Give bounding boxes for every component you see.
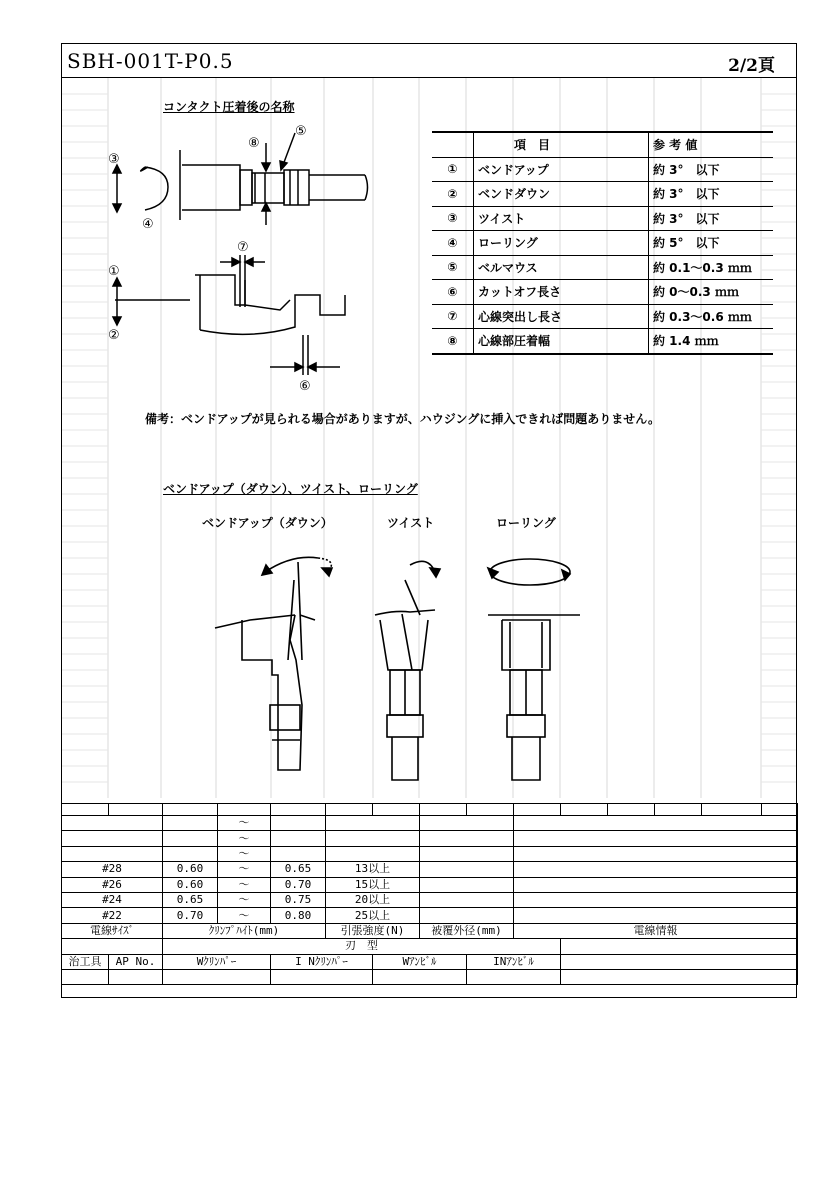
tilde: 〜 <box>218 862 271 877</box>
section1-title: コンタクト圧着後の名称 <box>163 100 295 114</box>
spec-item: ベンドアップ <box>474 157 649 182</box>
marker-8: ⑧ <box>248 136 260 151</box>
spec-row <box>432 255 773 280</box>
marker-2: ② <box>108 328 120 343</box>
spec-value: 約 3° 以下 <box>649 182 774 207</box>
document-header <box>61 43 797 78</box>
spec-row <box>432 231 773 256</box>
wire-row <box>62 908 798 923</box>
crimp-min: 0.70 <box>163 908 218 923</box>
crimp-max: 0.80 <box>271 908 326 923</box>
header-in-crimper: I Nｸﾘﾝﾊﾟｰ <box>271 954 373 969</box>
marker-5: ⑤ <box>295 124 307 139</box>
spec-row <box>432 329 773 354</box>
crimp-max: 0.65 <box>271 862 326 877</box>
spec-no: ⑤ <box>432 255 474 280</box>
wire-row <box>62 877 798 892</box>
spec-header-value: 参 考 値 <box>649 132 774 157</box>
spec-no: ⑥ <box>432 280 474 305</box>
wire-spec-section <box>61 803 797 985</box>
document-id: SBH-001T-P0.5 <box>67 49 234 73</box>
header-tensile: 引張強度(N) <box>326 923 420 938</box>
page-number: 2/2頁 <box>728 56 775 76</box>
spec-no: ④ <box>432 231 474 256</box>
header-w-anvil: Wｱﾝﾋﾞﾙ <box>373 954 467 969</box>
die-title: 刃 型 <box>163 939 561 954</box>
crimp-diagram <box>100 115 380 400</box>
tilde: 〜 <box>218 846 271 861</box>
header-ap-no: AP No. <box>109 954 163 969</box>
tilde: 〜 <box>218 877 271 892</box>
die-value-row <box>62 969 798 984</box>
wire-size: #24 <box>62 892 163 907</box>
wire-size: #28 <box>62 862 163 877</box>
spec-no: ② <box>432 182 474 207</box>
spec-row <box>432 280 773 305</box>
crimp-min: 0.65 <box>163 892 218 907</box>
spec-no: ③ <box>432 206 474 231</box>
crimp-max: 0.75 <box>271 892 326 907</box>
tensile: 20以上 <box>326 892 420 907</box>
wire-row-empty <box>62 831 798 846</box>
spec-value: 約 3° 以下 <box>649 157 774 182</box>
spec-row <box>432 206 773 231</box>
wire-size: #26 <box>62 877 163 892</box>
marker-4: ④ <box>142 217 154 232</box>
spec-no: ⑧ <box>432 329 474 354</box>
tilde: 〜 <box>218 831 271 846</box>
spec-value: 約 0.3〜0.6 ｍｍ <box>649 304 774 329</box>
wire-size: #22 <box>62 908 163 923</box>
spec-value: 約 5° 以下 <box>649 231 774 256</box>
wire-row <box>62 862 798 877</box>
header-w-crimper: Wｸﾘﾝﾊﾟｰ <box>163 954 271 969</box>
tilde: 〜 <box>218 892 271 907</box>
spec-row <box>432 157 773 182</box>
marker-6: ⑥ <box>299 379 311 394</box>
spec-header-no <box>432 132 474 157</box>
tilde: 〜 <box>218 908 271 923</box>
spec-header-item: 項 目 <box>474 132 649 157</box>
spec-no: ① <box>432 157 474 182</box>
tensile: 25以上 <box>326 908 420 923</box>
die-header-row <box>62 954 798 969</box>
header-wire-info: 電線情報 <box>514 923 798 938</box>
section2-title: ベンドアップ（ダウン）、ツイスト、ローリング <box>163 482 418 496</box>
tilde: 〜 <box>218 816 271 831</box>
deformation-diagrams <box>210 540 590 790</box>
spec-table <box>432 131 773 355</box>
marker-3: ③ <box>108 152 120 167</box>
remarks-note: 備考：ベンドアップが見られる場合がありますが、ハウジングに挿入できれば問題ありません。 <box>145 412 660 426</box>
tensile: 15以上 <box>326 877 420 892</box>
spec-item: ツイスト <box>474 206 649 231</box>
label-rolling: ローリング <box>496 516 556 530</box>
spec-item: ベンドダウン <box>474 182 649 207</box>
header-in-anvil: INｱﾝﾋﾞﾙ <box>467 954 561 969</box>
spec-value: 約 3° 以下 <box>649 206 774 231</box>
header-wire-size: 電線ｻｲｽﾞ <box>62 923 163 938</box>
label-twist: ツイスト <box>387 516 435 530</box>
marker-1: ① <box>108 264 120 279</box>
footer-line <box>722 997 797 998</box>
spec-item: ローリング <box>474 231 649 256</box>
spec-item: 心線突出し長さ <box>474 304 649 329</box>
die-title-row <box>62 939 798 954</box>
spec-row <box>432 182 773 207</box>
spec-item: カットオフ長さ <box>474 280 649 305</box>
spec-row <box>432 304 773 329</box>
spec-value: 約 0.1〜0.3 ｍｍ <box>649 255 774 280</box>
wire-row-empty <box>62 816 798 831</box>
spec-item: 心線部圧着幅 <box>474 329 649 354</box>
spec-item: ベルマウス <box>474 255 649 280</box>
crimp-max: 0.70 <box>271 877 326 892</box>
marker-7: ⑦ <box>237 240 249 255</box>
label-bend-up: ベンドアップ（ダウン） <box>202 516 333 530</box>
wire-row <box>62 892 798 907</box>
spec-value: 約 1.4 ｍｍ <box>649 329 774 354</box>
spec-no: ⑦ <box>432 304 474 329</box>
wire-row-empty <box>62 846 798 861</box>
crimp-min: 0.60 <box>163 877 218 892</box>
wire-spec-table <box>61 803 798 985</box>
spec-value: 約 0〜0.3 ｍｍ <box>649 280 774 305</box>
crimp-min: 0.60 <box>163 862 218 877</box>
wire-table-header <box>62 923 798 938</box>
header-insulation-od: 被覆外径(mm) <box>420 923 514 938</box>
tensile: 13以上 <box>326 862 420 877</box>
spec-table-header <box>432 132 773 157</box>
header-crimp-height: ｸﾘﾝﾌﾟﾊｲﾄ(mm) <box>163 923 326 938</box>
wire-row-blank <box>62 804 798 816</box>
header-jig: 治工具 <box>62 954 109 969</box>
